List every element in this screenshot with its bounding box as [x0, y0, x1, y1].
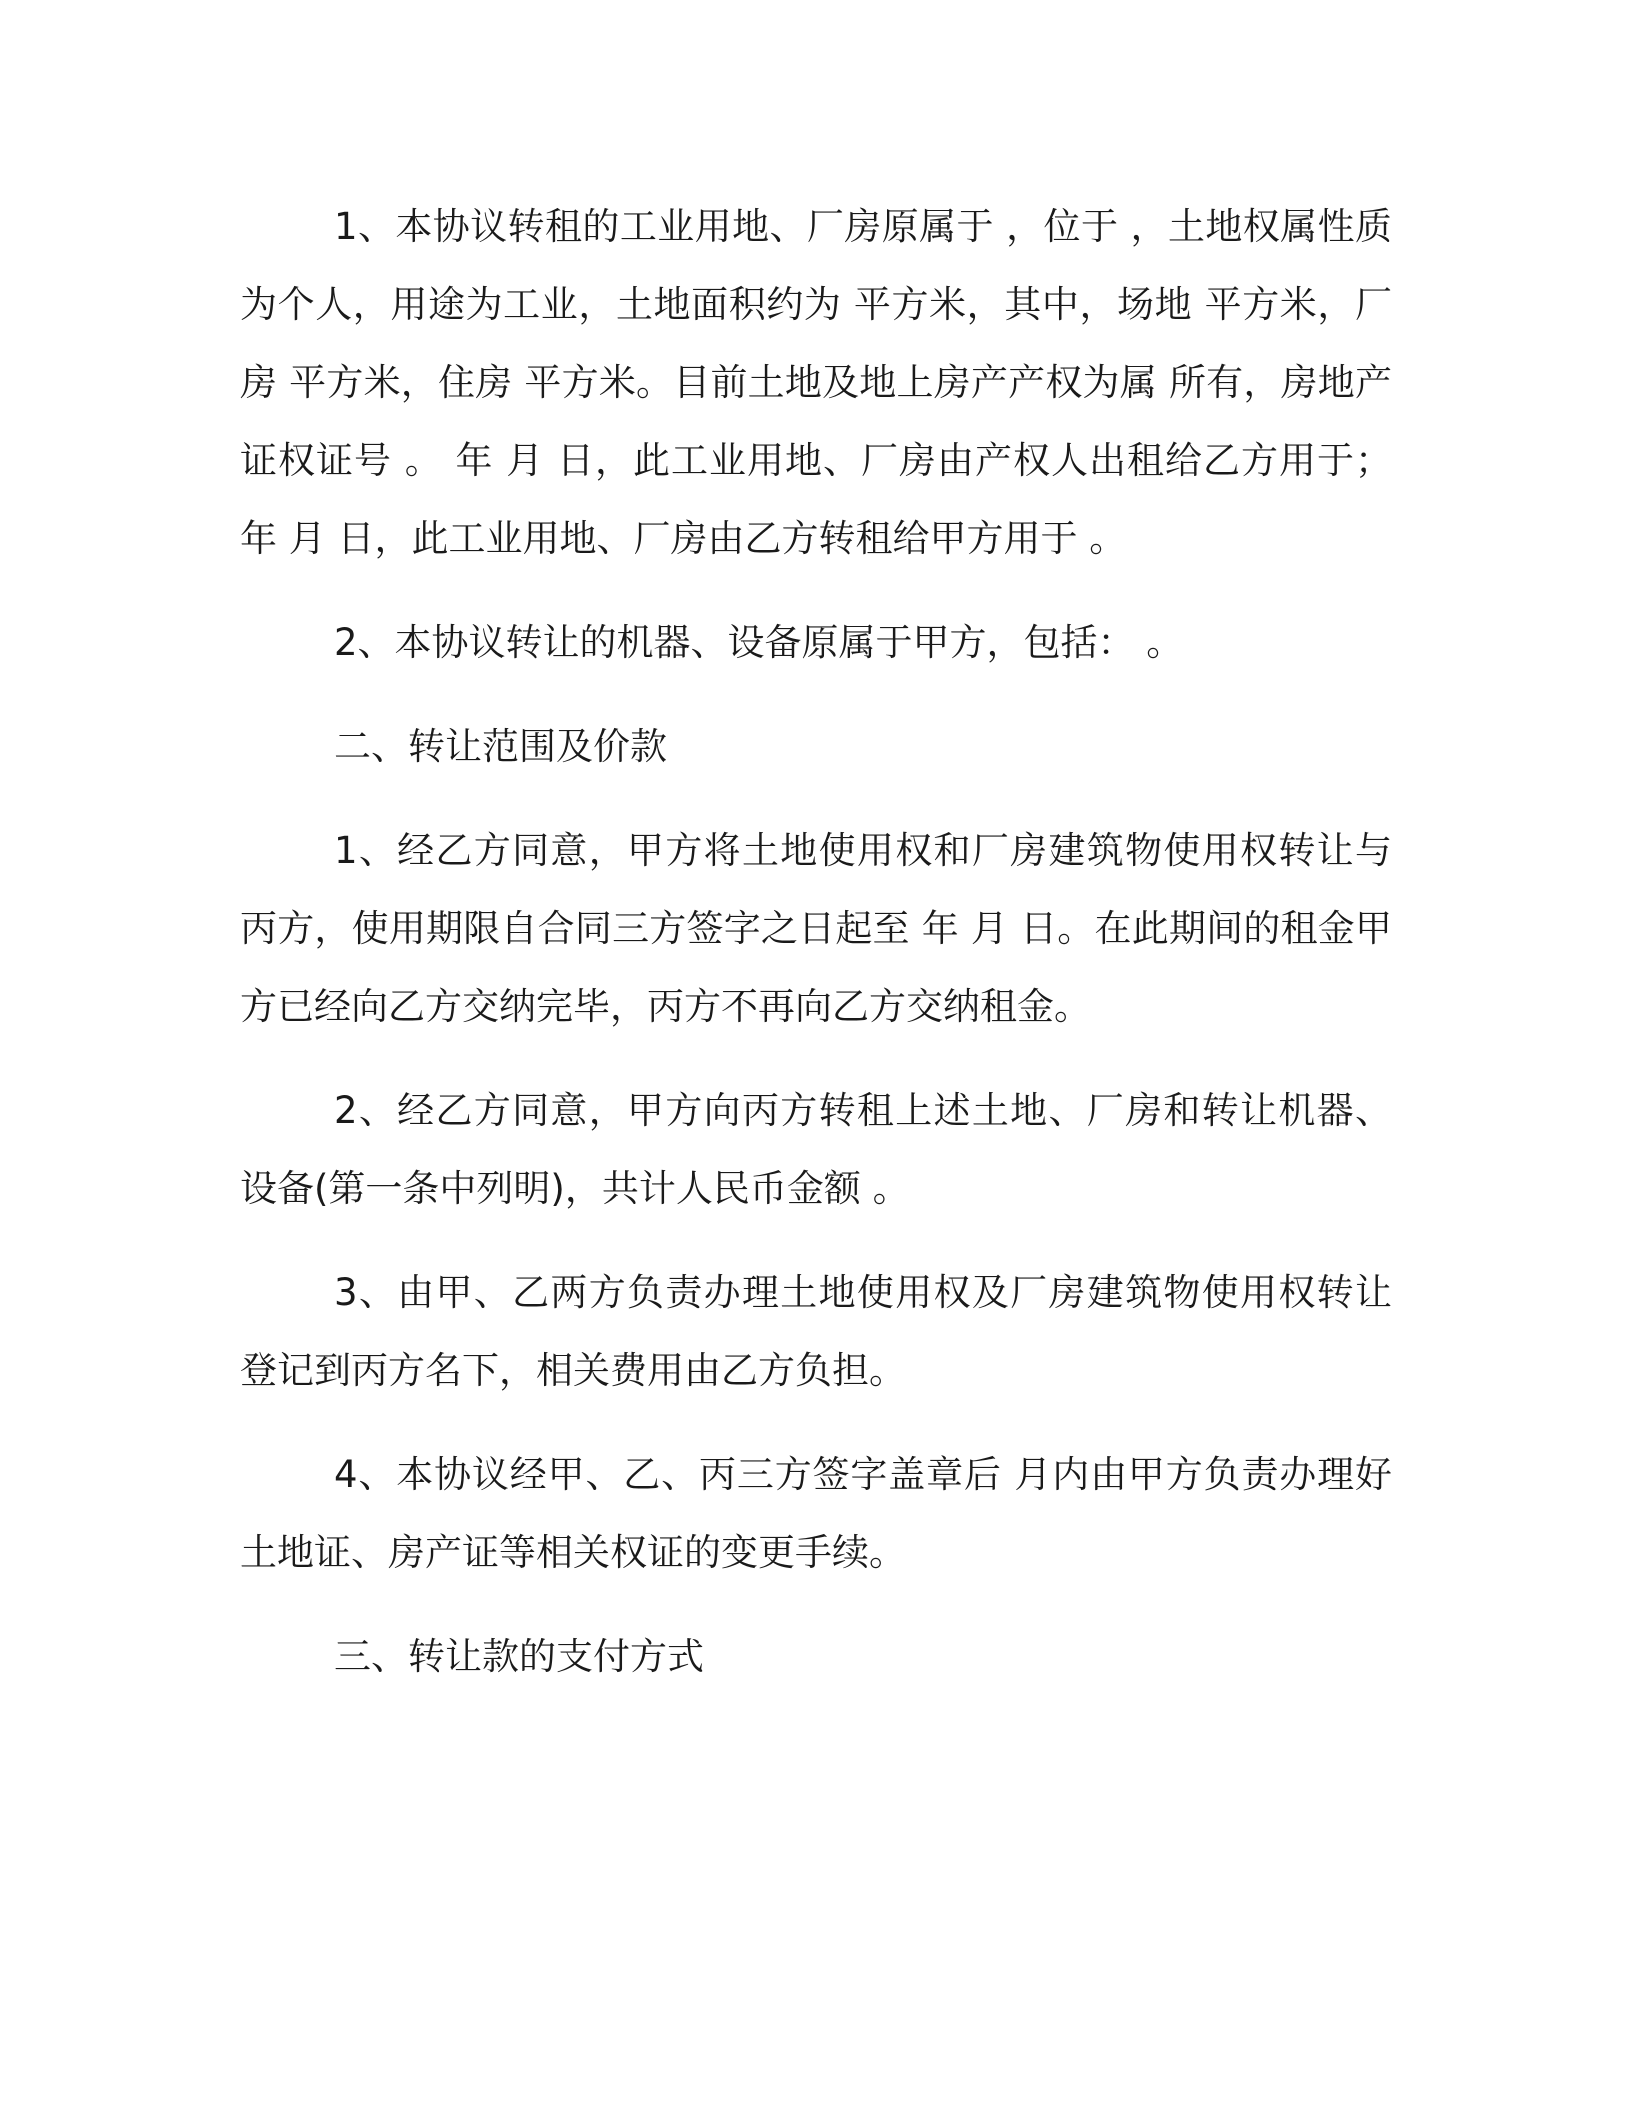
paragraph-3: 1、经乙方同意，甲方将土地使用权和厂房建筑物使用权转让与丙方，使用期限自合同三方签字之日起至 年 月 日。在此期间的租金甲方已经向乙方交纳完毕，丙方不再向乙方交纳租金。 [240, 829, 1392, 1028]
paragraph-2: 2、本协议转让的机器、设备原属于甲方，包括： 。 [334, 621, 1184, 664]
section-heading-3: 三、转让款的支付方式 [334, 1635, 704, 1678]
paragraph-1: 1、本协议转租的工业用地、厂房原属于 ，位于 ，土地权属性质为个人，用途为工业，土地面积约为 平方米，其中，场地 平方米，厂房 平方米，住房 平方米。目前土地及地上房产产权为属 所有，房地产证权证号 。 年 月 日，此工业用地、厂房由产权人出租给乙方用于；年 月 日，此工业用地、厂房由乙方转租给甲方用于 。 [240, 205, 1392, 560]
paragraph-5: 3、由甲、乙两方负责办理土地使用权及厂房建筑物使用权转让登记到丙方名下，相关费用由乙方负担。 [240, 1271, 1392, 1392]
paragraph-6: 4、本协议经甲、乙、丙三方签字盖章后 月内由甲方负责办理好土地证、房产证等相关权证的变更手续。 [240, 1453, 1392, 1574]
section-heading-2: 二、转让范围及价款 [334, 725, 667, 768]
document-body [240, 188, 1392, 1722]
paragraph-4: 2、经乙方同意，甲方向丙方转租上述土地、厂房和转让机器、设备(第一条中列明)，共计人民币金额 。 [240, 1089, 1392, 1210]
